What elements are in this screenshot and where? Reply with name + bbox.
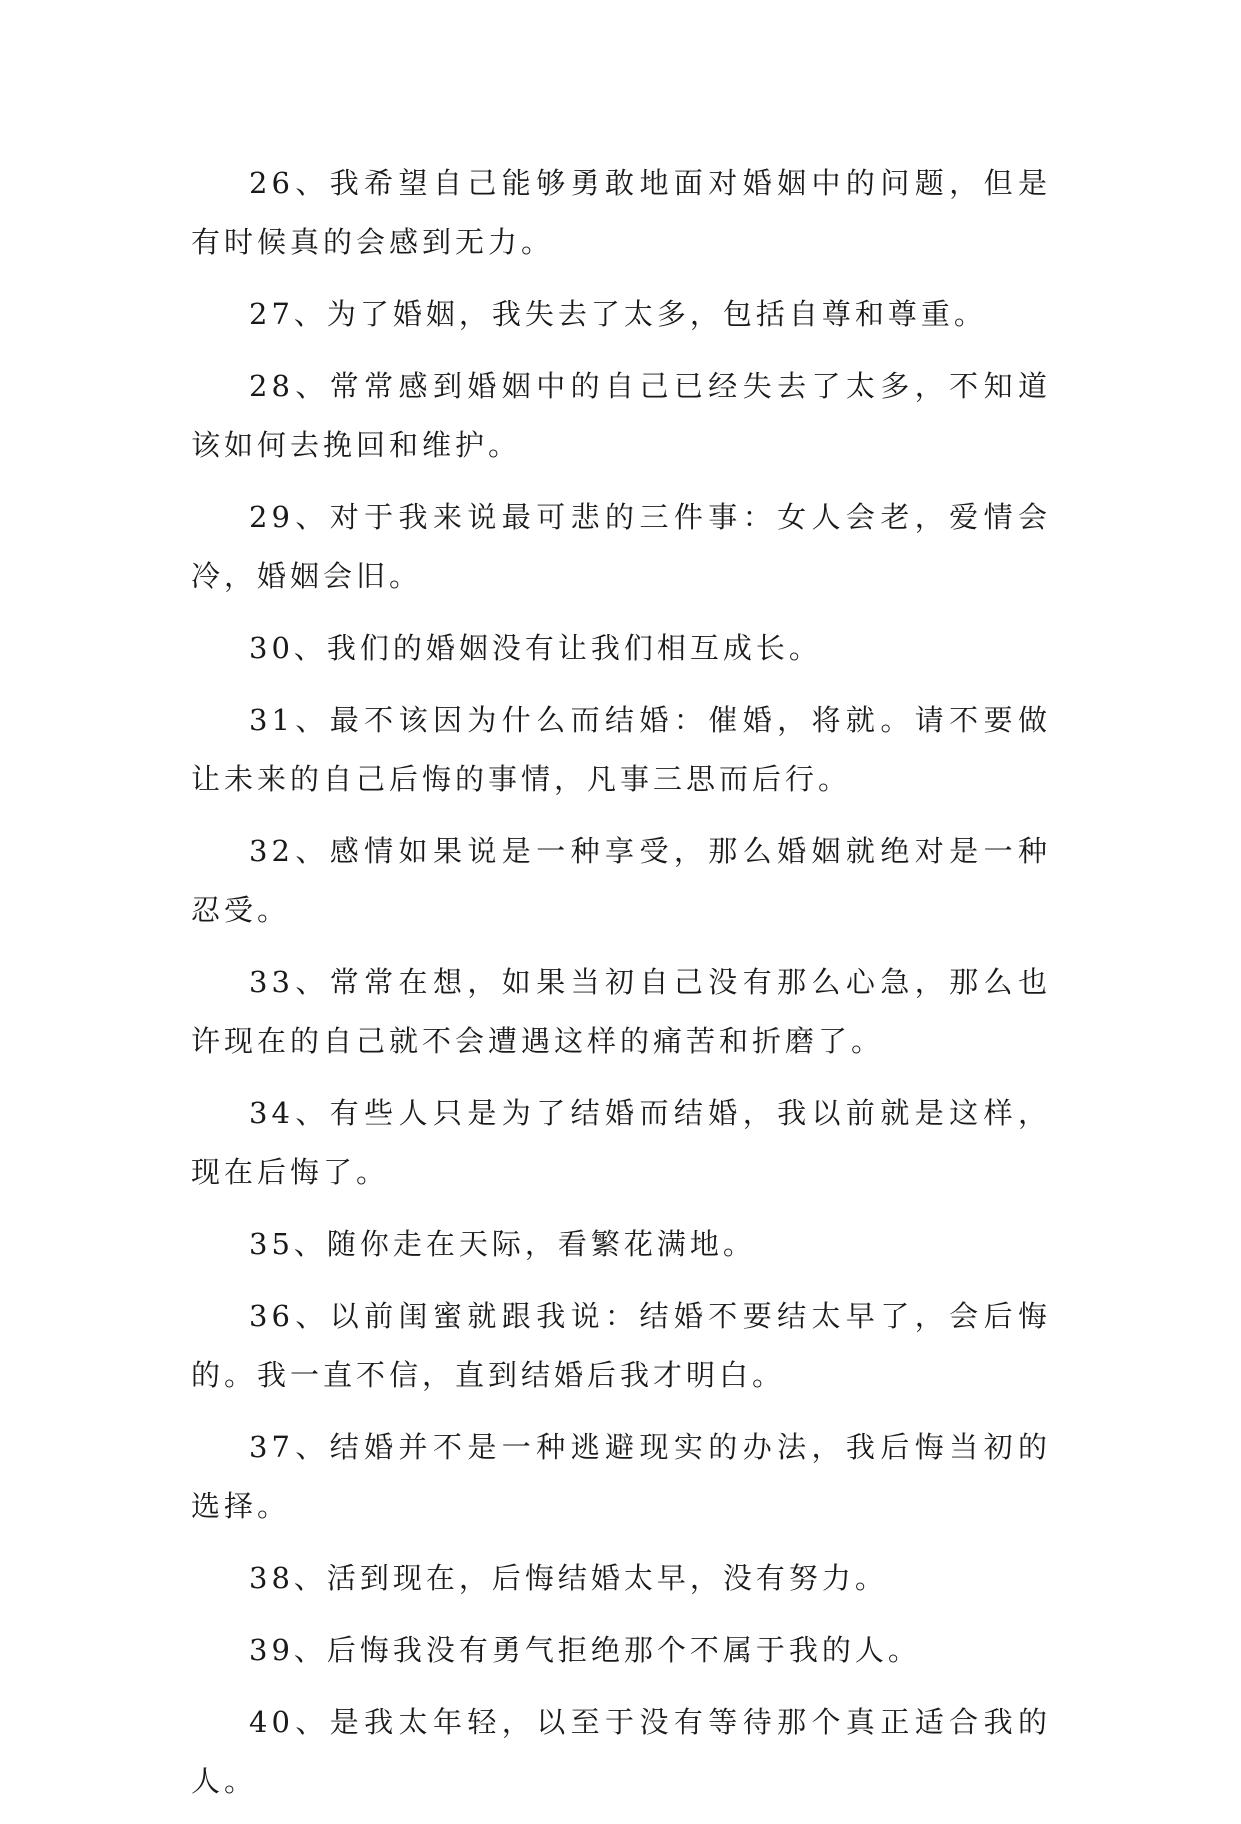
paragraph-33: 33、常常在想，如果当初自己没有那么心急，那么也许现在的自己就不会遭遇这样的痛苦和折磨了。	[191, 965, 1051, 1058]
paragraph-28: 28、常常感到婚姻中的自己已经失去了太多，不知道该如何去挽回和维护。	[191, 369, 1051, 462]
paragraph-31: 31、最不该因为什么而结婚：催婚，将就。请不要做让未来的自己后悔的事情，凡事三思而后行。	[191, 703, 1051, 796]
paragraph-38: 38、活到现在，后悔结婚太早，没有努力。	[249, 1561, 888, 1595]
paragraph-29: 29、对于我来说最可悲的三件事：女人会老，爱情会冷，婚姻会旧。	[191, 500, 1051, 593]
paragraph-27: 27、为了婚姻，我失去了太多，包括自尊和尊重。	[249, 297, 987, 331]
paragraph-30: 30、我们的婚姻没有让我们相互成长。	[249, 631, 822, 665]
paragraph-36: 36、以前闺蜜就跟我说：结婚不要结太早了，会后悔的。我一直不信，直到结婚后我才明白。	[191, 1299, 1051, 1392]
paragraph-37: 37、结婚并不是一种逃避现实的办法，我后悔当初的选择。	[191, 1430, 1051, 1523]
paragraph-26: 26、我希望自己能够勇敢地面对婚姻中的问题，但是有时候真的会感到无力。	[191, 166, 1051, 259]
paragraph-32: 32、感情如果说是一种享受，那么婚姻就绝对是一种忍受。	[191, 834, 1051, 927]
paragraph-39: 39、后悔我没有勇气拒绝那个不属于我的人。	[249, 1633, 921, 1667]
document-body	[191, 154, 1051, 1824]
paragraph-35: 35、随你走在天际，看繁花满地。	[249, 1227, 756, 1261]
paragraph-34: 34、有些人只是为了结婚而结婚，我以前就是这样，现在后悔了。	[191, 1096, 1051, 1189]
paragraph-40: 40、是我太年轻，以至于没有等待那个真正适合我的人。	[191, 1705, 1051, 1798]
